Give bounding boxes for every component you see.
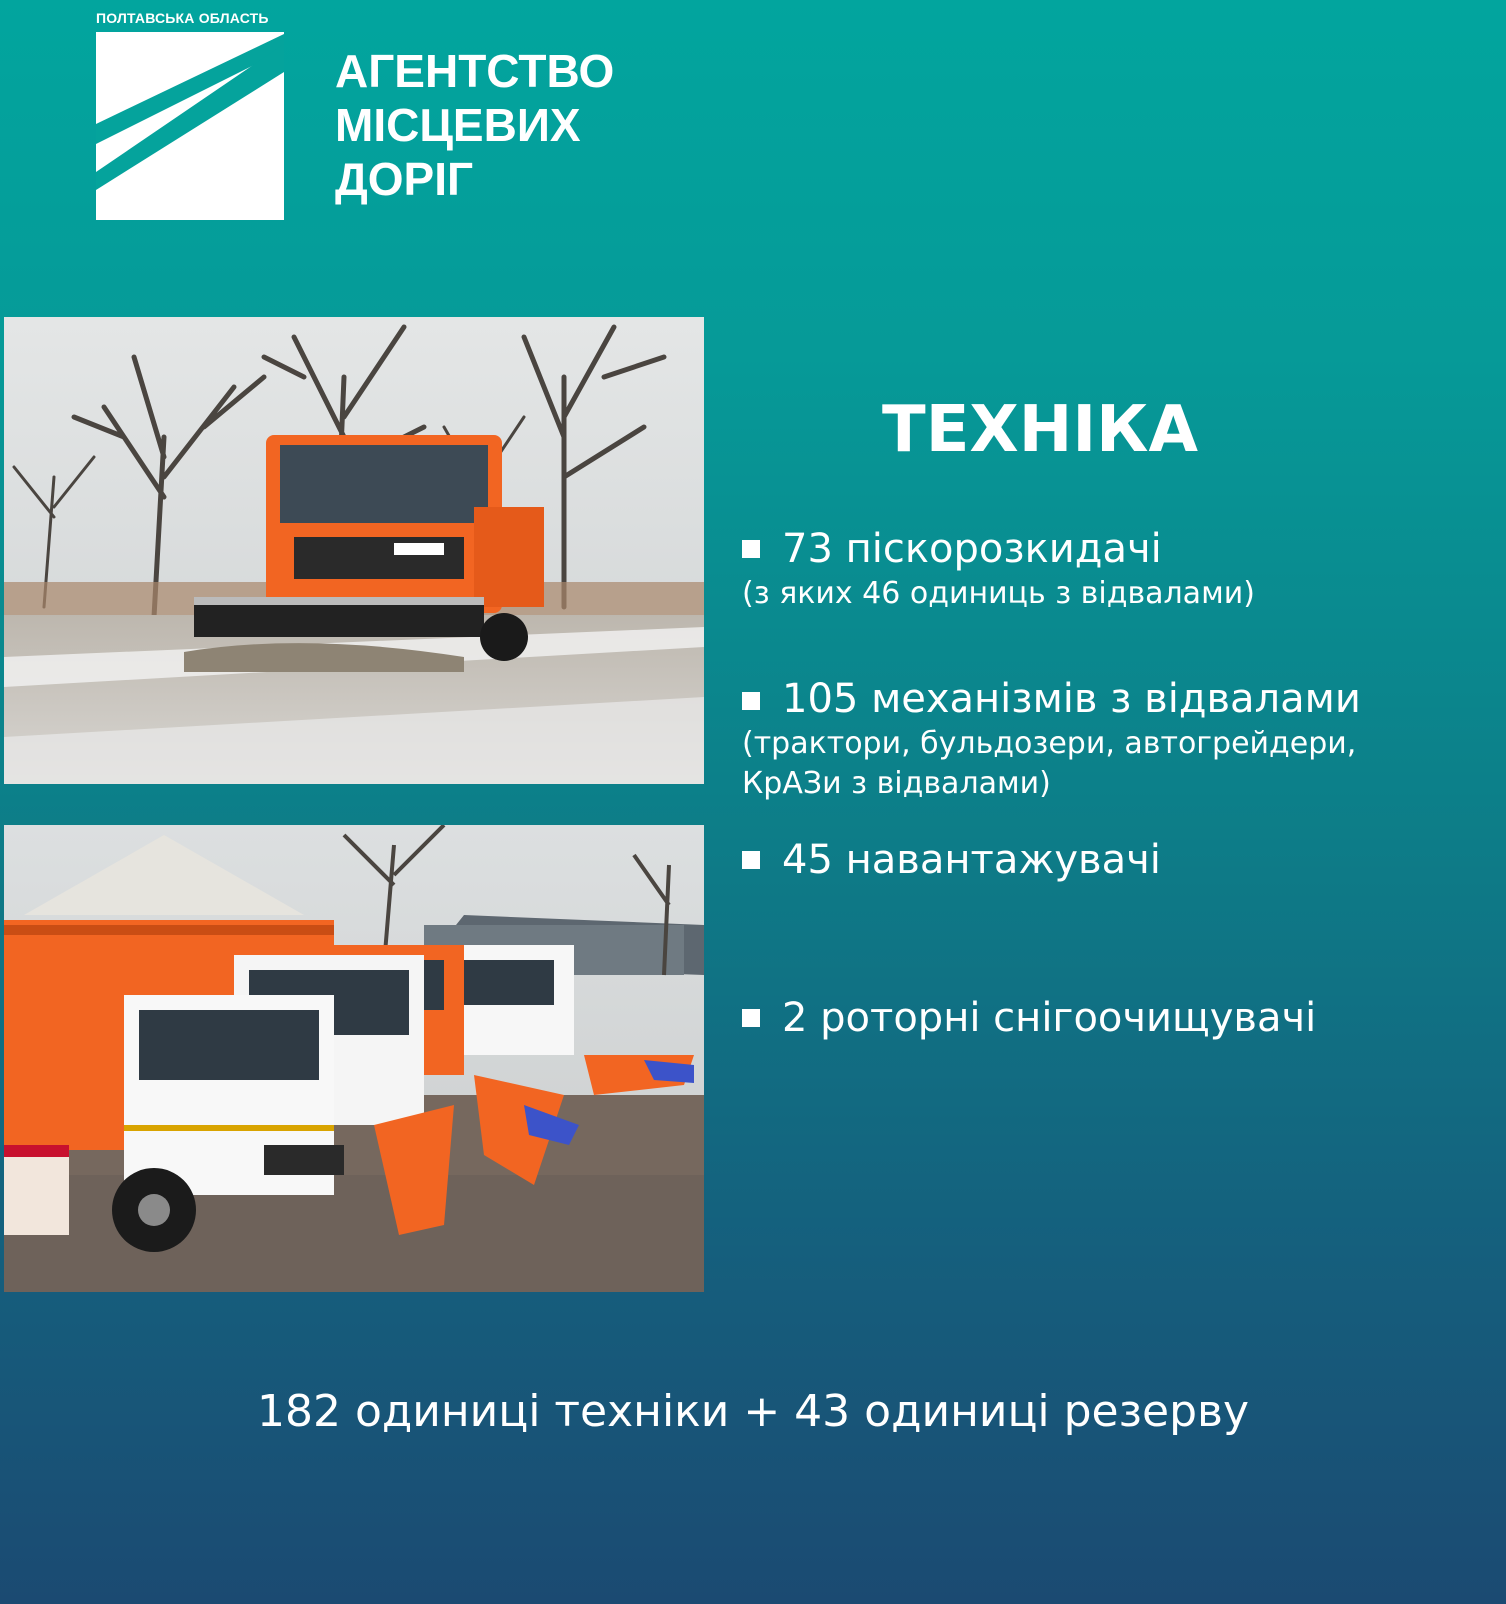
agency-name-line-2: МІСЦЕВИХ (335, 99, 581, 151)
agency-name (335, 44, 614, 206)
equipment-item (742, 835, 1482, 885)
square-bullet-icon (742, 692, 760, 710)
equipment-item-main: 2 роторні снігоочищувачі (782, 995, 1317, 1041)
section-title: ТЕХНІКА (882, 393, 1198, 467)
equipment-item-note: (з яких 46 одиниць з відвалами) (742, 576, 1255, 611)
equipment-item-main: 73 піскорозкидачі (782, 526, 1162, 572)
square-bullet-icon (742, 540, 760, 558)
equipment-item-note: (трактори, бульдозери, автогрейдери, (742, 726, 1357, 761)
parked-trucks-photo (4, 825, 704, 1292)
equipment-item (742, 524, 1482, 614)
road-logo-icon (96, 32, 284, 220)
equipment-item-note: КрАЗи з відвалами) (742, 766, 1051, 801)
equipment-summary: 182 одиниці техніки + 43 одиниці резерву (257, 1386, 1249, 1437)
agency-name-line-3: ДОРІГ (335, 153, 474, 205)
equipment-item-main: 45 навантажувачі (782, 837, 1161, 883)
equipment-item (742, 993, 1482, 1043)
square-bullet-icon (742, 851, 760, 869)
square-bullet-icon (742, 1009, 760, 1027)
equipment-item-main: 105 механізмів з відвалами (782, 676, 1361, 722)
region-caption: ПОЛТАВСЬКА ОБЛАСТЬ (96, 10, 269, 26)
equipment-item (742, 674, 1482, 804)
snowplow-truck-photo (4, 317, 704, 784)
agency-name-line-1: АГЕНТСТВО (335, 45, 615, 97)
